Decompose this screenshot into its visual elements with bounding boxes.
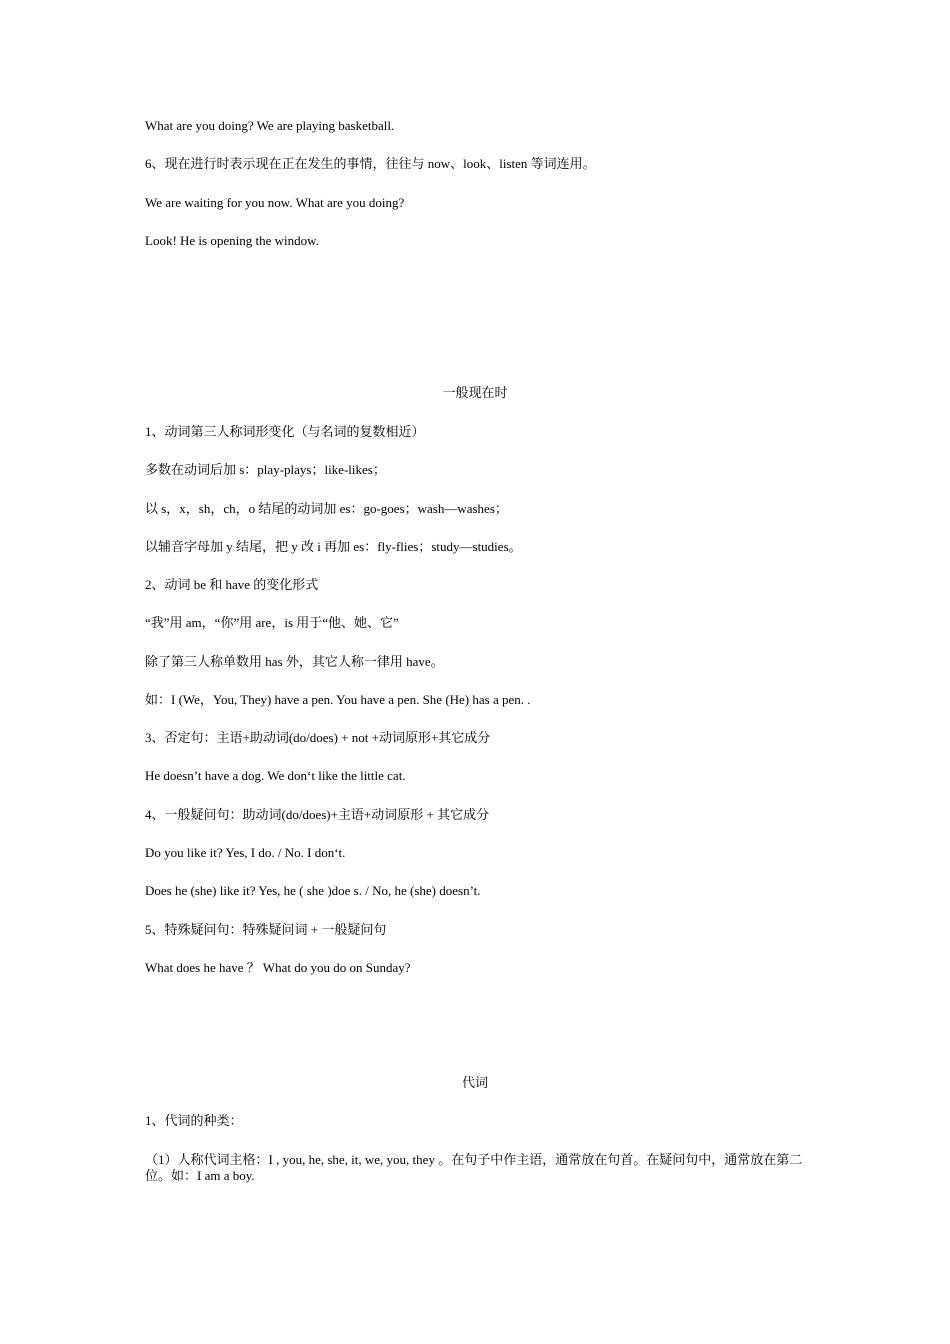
section-heading: 代词 [461, 1075, 488, 1090]
text-line: What are you doing? We are playing basketball. [145, 118, 395, 133]
text-line: 1、动词第三人称词形变化（与名词的复数相近） [145, 424, 425, 439]
text-line: 以 s，x，sh，ch，o 结尾的动词加 es：go-goes；wash—washes； [145, 501, 508, 516]
text-line: 1、代词的种类： [145, 1113, 243, 1128]
text-paragraph: （1）人称代词主格：I , you, he, she, it, we, you, they 。在句子中作主语，通常放在句首。在疑问句中，通常放在第二位。如：I am a boy. [145, 1152, 803, 1183]
text-line: 6、现在进行时表示现在正在发生的事情，往往与 now、look、listen 等词连用。 [145, 156, 596, 171]
text-line: What does he have ？ What do you do on Sunday? [145, 960, 411, 975]
text-line: 5、特殊疑问句：特殊疑问词 + 一般疑问句 [145, 922, 387, 937]
text-line: 3、否定句：主语+助动词(do/does) + not +动词原形+其它成分 [145, 730, 491, 745]
text-line: “我”用 am，“你”用 are，is 用于“他、她、它” [145, 615, 399, 630]
text-line: 除了第三人称单数用 has 外，其它人称一律用 have。 [145, 654, 444, 669]
text-line: 多数在动词后加 s：play-plays；like-likes； [145, 462, 386, 477]
text-line: 如：I (We，You, They) have a pen. You have a pen. She (He) has a pen. . [145, 692, 531, 707]
text-line: Does he (she) like it? Yes, he ( she )doe s. / No, he (she) doesn’t. [145, 883, 481, 898]
text-line: He doesn’t have a dog. We don‘t like the little cat. [145, 768, 406, 783]
text-line: 4、一般疑问句：助动词(do/does)+主语+动词原形 + 其它成分 [145, 807, 490, 822]
text-line: We are waiting for you now. What are you doing? [145, 195, 405, 210]
text-line: Look! He is opening the window. [145, 233, 319, 248]
text-line: 2、动词 be 和 have 的变化形式 [145, 577, 319, 592]
text-line: 以辅音字母加 y 结尾，把 y 改 i 再加 es：fly-flies；study—studies。 [145, 539, 522, 554]
text-line: Do you like it? Yes, I do. / No. I don‘t. [145, 845, 346, 860]
section-heading: 一般现在时 [442, 385, 508, 400]
